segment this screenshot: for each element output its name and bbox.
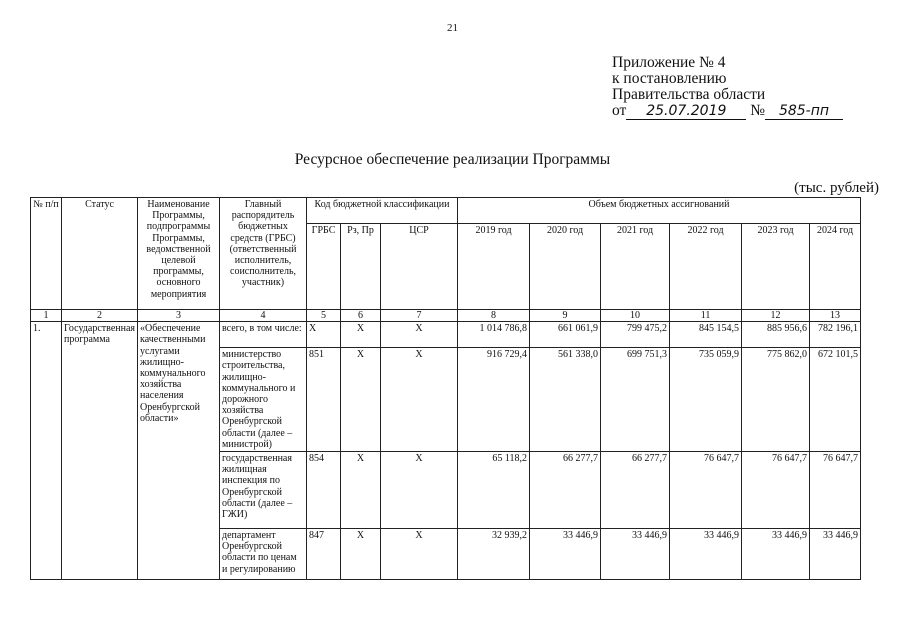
column-number: 3: [138, 310, 220, 322]
column-number: 9: [530, 310, 601, 322]
value-cell: 33 446,9: [601, 529, 670, 580]
number-prefix: №: [750, 102, 765, 119]
rz-pr-code: Х: [341, 348, 381, 452]
resource-table: [30, 197, 861, 580]
value-cell: 76 647,7: [742, 452, 810, 529]
page-number: 21: [447, 22, 458, 34]
program-status: Государственная программа: [62, 322, 138, 580]
executor-cell: департамент Оренбургской области по ценам и регулированию: [220, 529, 307, 580]
header-year: 2024 год: [810, 224, 861, 310]
header-row-1: [31, 198, 861, 224]
grbs-code: 851: [307, 348, 341, 452]
column-number: 5: [307, 310, 341, 322]
value-cell: 66 277,7: [601, 452, 670, 529]
header-rz-pr: Рз, Пр: [341, 224, 381, 310]
column-number: 12: [742, 310, 810, 322]
header-year: 2022 год: [670, 224, 742, 310]
value-cell: 65 118,2: [458, 452, 530, 529]
column-number: 11: [670, 310, 742, 322]
appendix-line-2: к постановлению: [612, 70, 727, 87]
executor-cell: государственная жилищная инспекция по Оренбургской области (далее – ГЖИ): [220, 452, 307, 529]
program-number: 1.: [31, 322, 62, 580]
header-name: Наименование Программы, подпрограммы Программы, ведомственной целевой программы, основного мероприятия: [138, 198, 220, 310]
value-cell: 1 014 786,8: [458, 322, 530, 348]
value-cell: 699 751,3: [601, 348, 670, 452]
value-cell: 735 059,9: [670, 348, 742, 452]
header-year: 2023 год: [742, 224, 810, 310]
column-number: 1: [31, 310, 62, 322]
header-num: № п/п: [31, 198, 62, 310]
rz-pr-code: Х: [341, 452, 381, 529]
header-year: 2020 год: [530, 224, 601, 310]
value-cell: 775 862,0: [742, 348, 810, 452]
header-allocations: Объем бюджетных ассигнований: [458, 198, 861, 224]
grbs-code: 847: [307, 529, 341, 580]
column-number: 10: [601, 310, 670, 322]
value-cell: 672 101,5: [810, 348, 861, 452]
header-status: Статус: [62, 198, 138, 310]
date-prefix: от: [612, 102, 627, 119]
column-number: 8: [458, 310, 530, 322]
document-title: Ресурсное обеспечение реализации Программы: [294, 151, 611, 168]
appendix-date-line: [612, 103, 843, 120]
value-cell: 33 446,9: [670, 529, 742, 580]
value-cell: 33 446,9: [810, 529, 861, 580]
executor-cell: министерство строительства, жилищно-коммунального и дорожного хозяйства Оренбургской области (далее – министрой): [220, 348, 307, 452]
column-number: 6: [341, 310, 381, 322]
unit-note: (тыс. рублей): [794, 180, 879, 196]
value-cell: 661 061,9: [530, 322, 601, 348]
value-cell: 845 154,5: [670, 322, 742, 348]
value-cell: 885 956,6: [742, 322, 810, 348]
header-year: 2021 год: [601, 224, 670, 310]
program-name: «Обеспечение качественными услугами жилищно-коммунального хозяйства населения Оренбургской области»: [138, 322, 220, 580]
executor-cell: всего, в том числе:: [220, 322, 307, 348]
column-number: 7: [381, 310, 458, 322]
csr-code: Х: [381, 348, 458, 452]
value-cell: 76 647,7: [810, 452, 861, 529]
header-grbs: ГРБС: [307, 224, 341, 310]
value-cell: 561 338,0: [530, 348, 601, 452]
grbs-code: 854: [307, 452, 341, 529]
csr-code: Х: [381, 529, 458, 580]
value-cell: 66 277,7: [530, 452, 601, 529]
value-cell: 32 939,2: [458, 529, 530, 580]
column-number: 13: [810, 310, 861, 322]
column-number: 2: [62, 310, 138, 322]
value-cell: 33 446,9: [530, 529, 601, 580]
table-row: [31, 322, 861, 348]
header-grbs-main: Главный распорядитель бюджетных средств (ГРБС) (ответственный исполнитель, соисполнитель, участник): [220, 198, 307, 310]
value-cell: 76 647,7: [670, 452, 742, 529]
csr-code: Х: [381, 452, 458, 529]
value-cell: 799 475,2: [601, 322, 670, 348]
header-budget-code: Код бюджетной классификации: [307, 198, 458, 224]
header-year: 2019 год: [458, 224, 530, 310]
column-number: 4: [220, 310, 307, 322]
value-cell: 33 446,9: [742, 529, 810, 580]
appendix-block: [612, 55, 843, 120]
csr-code: Х: [381, 322, 458, 348]
handwritten-number: 585-пп: [778, 103, 830, 119]
handwritten-date: 25.07.2019: [646, 103, 727, 119]
value-cell: 782 196,1: [810, 322, 861, 348]
value-cell: 916 729,4: [458, 348, 530, 452]
rz-pr-code: Х: [341, 529, 381, 580]
grbs-code: Х: [307, 322, 341, 348]
column-number-row: [31, 310, 861, 322]
rz-pr-code: Х: [341, 322, 381, 348]
header-csr: ЦСР: [381, 224, 458, 310]
appendix-line-3: Правительства области: [612, 86, 766, 103]
appendix-line-1: Приложение № 4: [612, 54, 726, 71]
